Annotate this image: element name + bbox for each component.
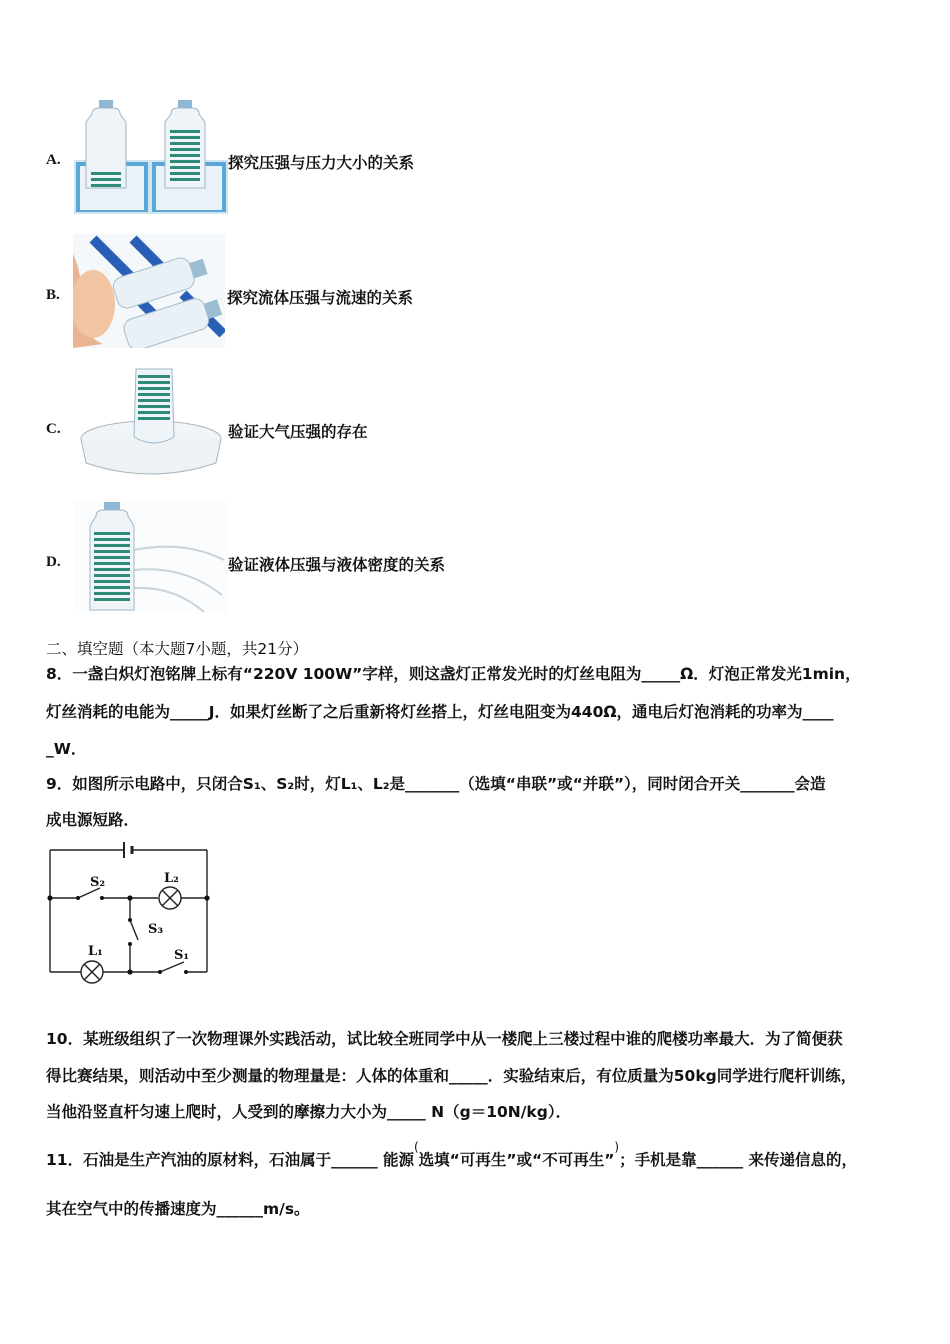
q11-line1-part-b: 选填“可再生”或“不可再生” <box>418 1151 615 1169</box>
option-a-label: A. <box>46 152 61 168</box>
circuit-label-l1: L₁ <box>88 944 103 959</box>
q9-line2: 成电源短路． <box>46 811 140 829</box>
option-b-figure <box>73 234 225 348</box>
option-c-label: C. <box>46 421 61 437</box>
q11-line2: 其在空气中的传播速度为______m/s。 <box>46 1200 310 1218</box>
circuit-diagram <box>44 838 214 990</box>
circuit-label-s1: S₁ <box>174 948 190 963</box>
q11-paren-close: ) <box>614 1140 620 1154</box>
circuit-label-l2: L₂ <box>164 871 179 886</box>
q9-line1: 9．如图所示电路中，只闭合S₁、S₂时，灯L₁、L₂是_______（选填“串联”或“并联”），同时闭合开关_______会造 <box>46 775 826 793</box>
q11-line1-part-a: 11．石油是生产汽油的原材料，石油属于______ 能源 <box>46 1151 414 1169</box>
q8-line3: _W． <box>46 740 87 758</box>
section-title: 二、填空题（本大题7小题，共21分） <box>46 640 309 658</box>
option-a-figure <box>74 100 228 214</box>
q10-line1: 10．某班级组织了一次物理课外实践活动，试比较全班同学中从一楼爬上三楼过程中谁的爬楼功率最大．为了简便获 <box>46 1030 843 1048</box>
circuit-label-s2: S₂ <box>90 875 106 890</box>
option-c-figure <box>74 367 228 481</box>
q10-line3: 当他沿竖直杆匀速上爬时，人受到的摩擦力大小为_____ N（g＝10N/kg）． <box>46 1103 572 1121</box>
q11-paren-open: ( <box>413 1140 419 1154</box>
option-d-label: D. <box>46 554 61 570</box>
q8-line2: 灯丝消耗的电能为_____J．如果灯丝断了之后重新将灯丝搭上，灯丝电阻变为440Ω，通电后灯泡消耗的功率为____ <box>46 703 834 721</box>
q10-line2: 得比赛结果，则活动中至少测量的物理量是：人体的体重和_____．实验结束后，有位质量为50kg同学进行爬杆训练， <box>46 1067 857 1085</box>
circuit-label-s3: S₃ <box>148 922 164 937</box>
option-b-text: 探究流体压强与流速的关系 <box>227 289 414 307</box>
q11-line1-part-c: ；手机是靠______ 来传递信息的， <box>619 1151 857 1169</box>
option-d-figure <box>74 500 228 614</box>
q8-line1: 8．一盏白炽灯泡铭牌上标有“220V 100W”字样，则这盏灯正常发光时的灯丝电阻为_____Ω．灯泡正常发光1min， <box>46 665 861 683</box>
option-c-text: 验证大气压强的存在 <box>228 423 368 441</box>
option-d-text: 验证液体压强与液体密度的关系 <box>228 556 446 574</box>
option-a-text: 探究压强与压力大小的关系 <box>228 154 415 172</box>
q11-line1 <box>46 1140 857 1170</box>
option-b-label: B. <box>46 287 60 303</box>
